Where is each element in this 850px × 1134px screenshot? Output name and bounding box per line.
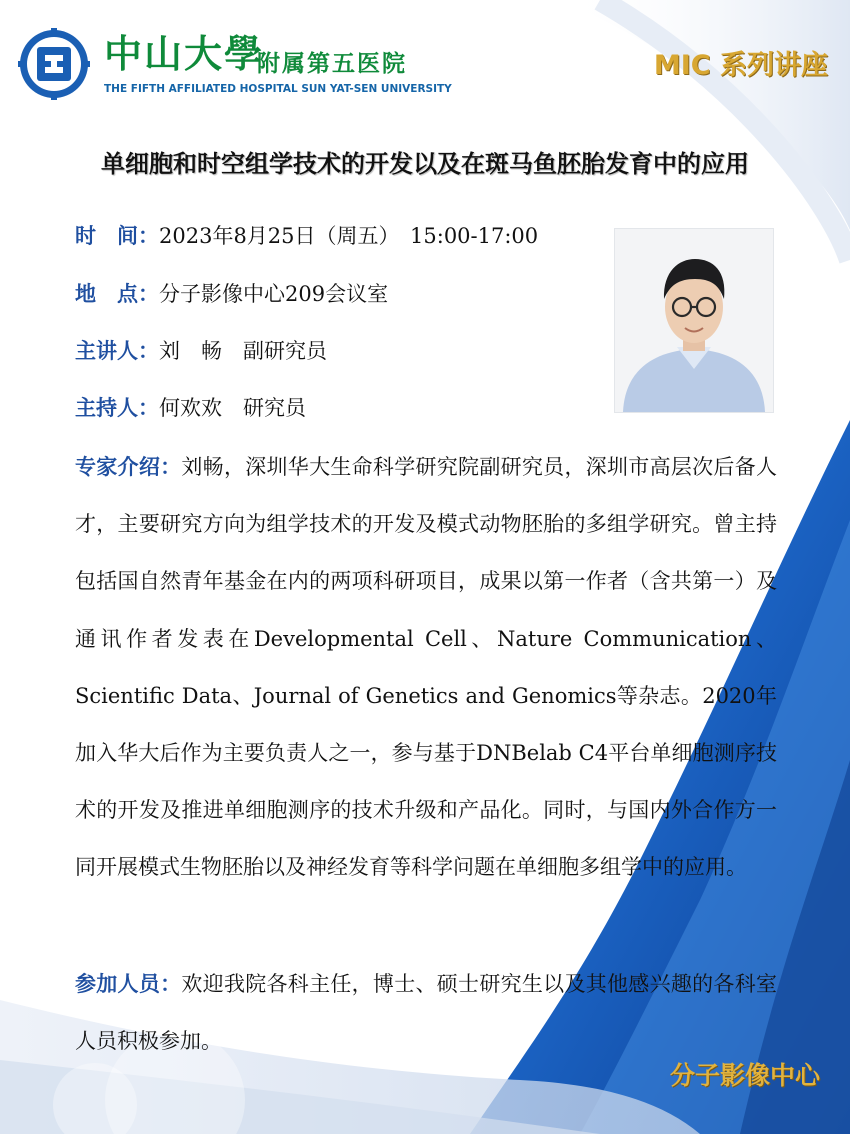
speaker-portrait-icon: [615, 229, 773, 412]
host-value: 何欢欢 研究员: [159, 396, 306, 420]
time-row: [75, 220, 538, 252]
place-row: [75, 278, 388, 310]
place-label: 地 点：: [75, 282, 159, 306]
lecture-title: 单细胞和时空组学技术的开发以及在斑马鱼胚胎发育中的应用: [101, 150, 749, 178]
attendees: [75, 956, 777, 1070]
host-row: [75, 392, 306, 424]
bio-text: 刘畅，深圳华大生命科学研究院副研究员，深圳市高层次后备人才，主要研究方向为组学技术的开发及模式动物胚胎的多组学研究。曾主持包括国自然青年基金在内的两项科研项目，成果以第一作者（含共第一）及通讯作者发表在Developmental Cell、Nature Communication、Scientific Data、Journal of Genetics and Genomics等杂志。2020年加入华大后作为主要负责人之一，参与基于DNBelab C4平台单细胞测序技术的开发及推进单细胞测序的技术升级和产品化。同时，与国内外合作方一同开展模式生物胚胎以及神经发育等科学问题在单细胞多组学中的应用。: [75, 455, 777, 880]
speaker-value: 刘 畅 副研究员: [159, 339, 327, 363]
hospital-logo-icon: [18, 28, 90, 100]
hospital-name-en: THE FIFTH AFFILIATED HOSPITAL SUN YAT-SEN UNIVERSITY: [104, 83, 452, 95]
speaker-row: [75, 335, 327, 367]
host-label: 主持人：: [75, 396, 159, 420]
time-value: 2023年8月25日（周五） 15:00-17:00: [159, 224, 539, 248]
bio-label: 专家介绍：: [75, 455, 182, 479]
speaker-label: 主讲人：: [75, 339, 159, 363]
time-label: 时 间：: [75, 224, 159, 248]
organizer-name: 分子影像中心: [669, 1061, 820, 1090]
hospital-name-cn: 附属第五医院: [257, 51, 407, 77]
lecture-series-label: MIC 系列讲座: [653, 50, 828, 81]
attendees-text: 欢迎我院各科主任，博士、硕士研究生以及其他感兴趣的各科室人员积极参加。: [75, 972, 777, 1053]
expert-intro: [75, 439, 777, 897]
place-value: 分子影像中心209会议室: [159, 282, 389, 306]
speaker-photo: [614, 228, 774, 413]
attendees-label: 参加人员：: [75, 972, 182, 996]
university-name-cn: 中山大學: [104, 31, 265, 76]
